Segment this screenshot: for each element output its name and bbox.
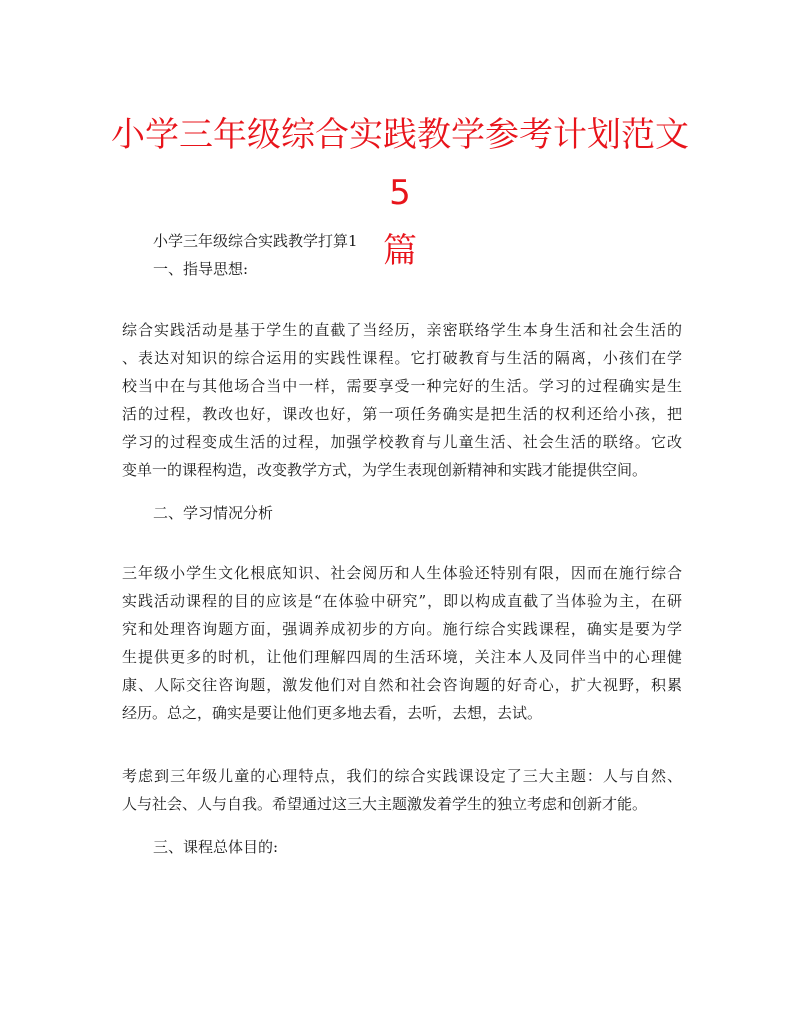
section-heading-overall-goals: 三、课程总体目的:	[153, 838, 279, 856]
paragraph-line: 三年级小学生文化根底知识、社会阅历和人生体验还特别有限，因而在施行综合	[122, 564, 682, 582]
paragraph-line: 学习的过程变成生活的过程，加强学校教育与儿童生活、社会生活的联络。它改	[122, 433, 682, 451]
paragraph-line: 变单一的课程构造，改变教学方式，为学生表现创新精神和实践才能提供空间。	[122, 461, 648, 479]
paragraph-line: 人与社会、人与自我。希望通过这三大主题激发着学生的独立考虑和创新才能。	[122, 795, 648, 813]
paragraph-line: 实践活动课程的目的应该是“在体验中研究”，即以构成直截了当体验为主，在研	[122, 592, 682, 610]
title-line-2: 篇	[383, 231, 417, 271]
paragraph-line: 综合实践活动是基于学生的直截了当经历，亲密联络学生本身生活和社会生活的	[122, 321, 682, 339]
paragraph-line: 校当中在与其他场合当中一样，需要享受一种完好的生活。学习的过程确实是生	[122, 377, 682, 395]
paragraph-line: 考虑到三年级儿童的心理特点，我们的综合实践课设定了三大主题：人与自然、	[122, 767, 682, 785]
section-heading-learning-analysis: 二、学习情况分析	[153, 504, 274, 522]
document-subtitle: 小学三年级综合实践教学打算1	[153, 232, 358, 250]
document-title	[110, 106, 690, 280]
paragraph-line: 康、人际交往咨询题，激发他们对自然和社会咨询题的好奇心，扩大视野，积累	[122, 676, 682, 694]
paragraph-line: 经历。总之，确实是要让他们更多地去看，去听，去想，去试。	[122, 704, 543, 722]
section-heading-guiding-thought: 一、指导思想:	[153, 260, 249, 278]
paragraph-line: 究和处理咨询题方面，强调养成初步的方向。施行综合实践课程，确实是要为学	[122, 620, 682, 638]
paragraph-line: 活的过程，教改也好，课改也好，第一项任务确实是把生活的权利还给小孩，把	[122, 405, 682, 423]
title-line-1: 小学三年级综合实践教学参考计划范文5	[111, 115, 689, 213]
paragraph-line: 生提供更多的时机，让他们理解四周的生活环境，关注本人及同伴当中的心理健	[122, 648, 682, 666]
paragraph-line: 、表达对知识的综合运用的实践性课程。它打破教育与生活的隔离，小孩们在学	[122, 349, 682, 367]
